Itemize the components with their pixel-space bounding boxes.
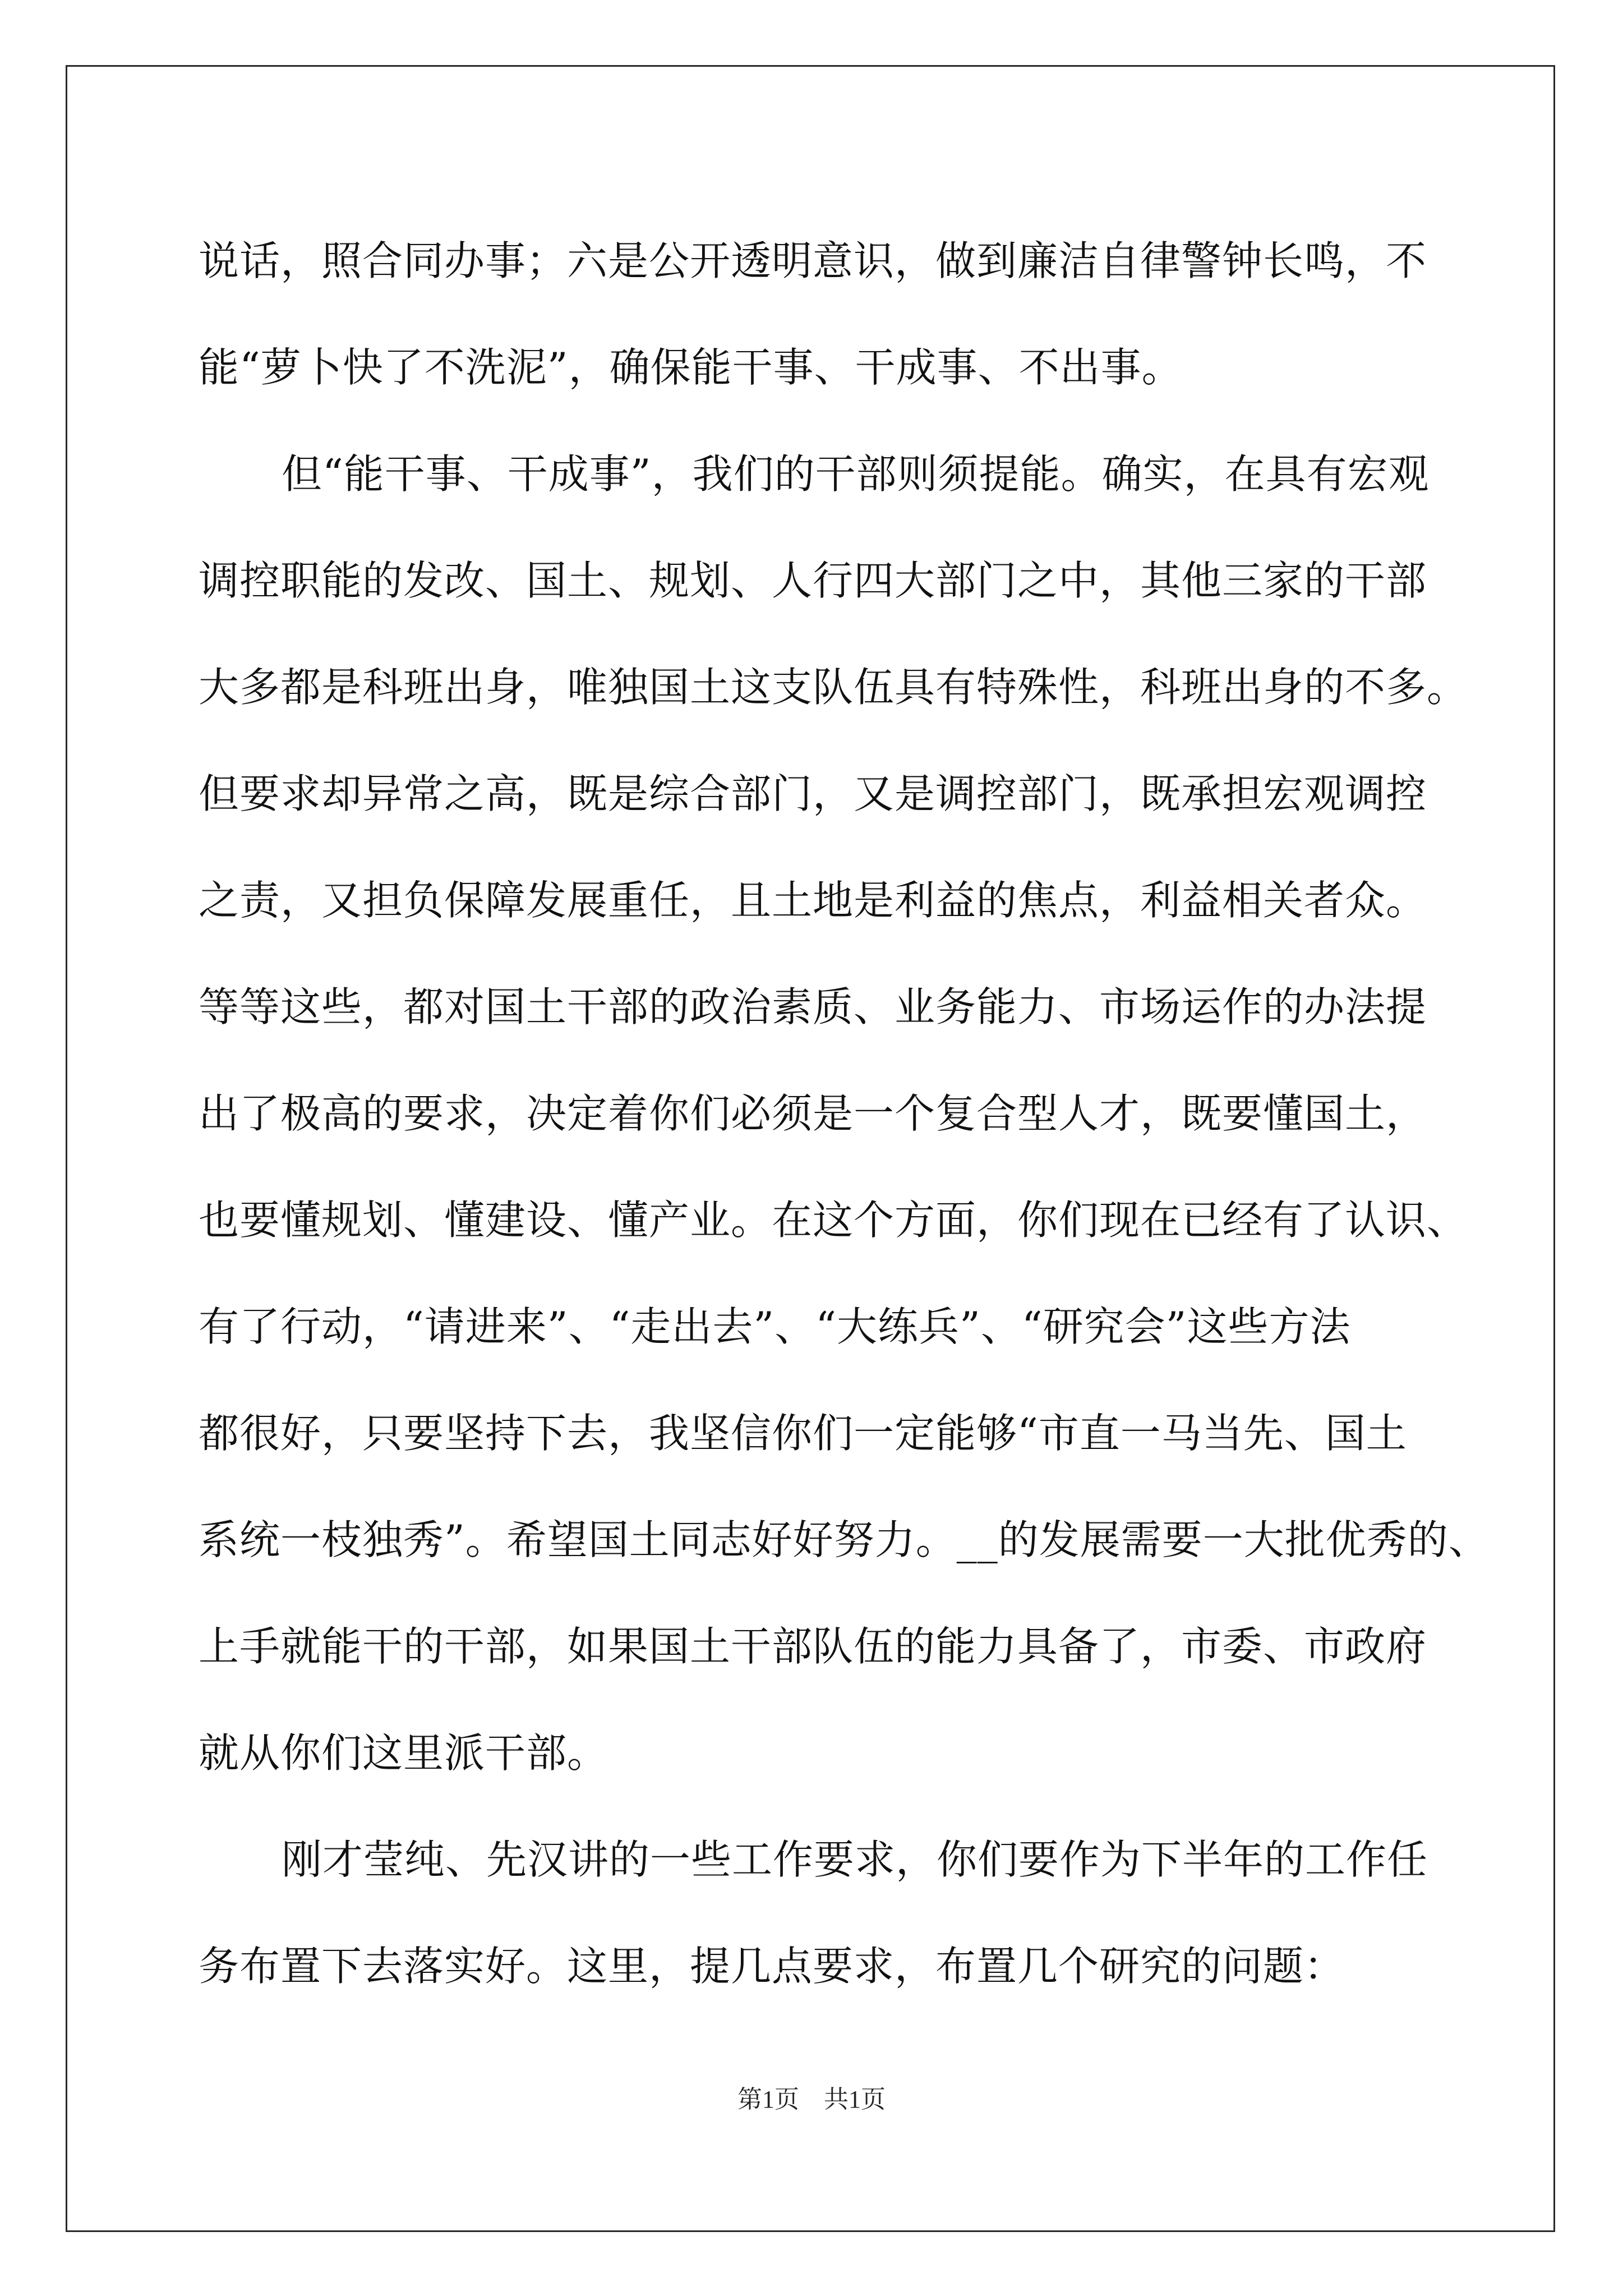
text-line: 大多都是科班出身，唯独国土这支队伍具有特殊性，科班出身的不多。 [199, 664, 1468, 711]
text-line: 但要求却异常之高，既是综合部门，又是调控部门，既承担宏观调控 [199, 770, 1427, 817]
text-line: 上手就能干的干部，如果国土干部队伍的能力具备了，市委、市政府 [199, 1623, 1427, 1670]
text-line: 调控职能的发改、国土、规划、人行四大部门之中，其他三家的干部 [199, 557, 1427, 604]
text-line: 就从你们这里派干部。 [199, 1729, 608, 1777]
text-line: 出了极高的要求，决定着你们必须是一个复合型人才，既要懂国土， [199, 1090, 1427, 1137]
page-footer: 第1页 共1页 [737, 2086, 886, 2113]
text-line: 都很好，只要坚持下去，我坚信你们一定能够“市直一马当先、国土 [199, 1410, 1407, 1457]
text-line: 之责，又担负保障发展重任，且土地是利益的焦点，利益相关者众。 [199, 877, 1427, 924]
text-line: 能“萝卜快了不洗泥”，确保能干事、干成事、不出事。 [199, 344, 1183, 391]
text-line: 说话，照合同办事；六是公开透明意识，做到廉洁自律警钟长鸣，不 [199, 237, 1427, 284]
paragraph-start-line: 刚才莹纯、先汉讲的一些工作要求，你们要作为下半年的工作任 [282, 1836, 1428, 1883]
text-line: 系统一枝独秀”。希望国土同志好好努力。__的发展需要一大批优秀的、 [199, 1516, 1490, 1563]
text-line: 等等这些，都对国土干部的政治素质、业务能力、市场运作的办法提 [199, 983, 1427, 1030]
document-body [199, 208, 1490, 2019]
text-line: 务布置下去落实好。这里，提几点要求，布置几个研究的问题： [199, 1943, 1345, 1990]
text-line: 也要懂规划、懂建设、懂产业。在这个方面，你们现在已经有了认识、 [199, 1197, 1468, 1244]
text-line: 有了行动，“请进来”、“走出去”、“大练兵”、“研究会”这些方法 [199, 1303, 1351, 1350]
paragraph-start-line: 但“能干事、干成事”，我们的干部则须提能。确实，在具有宏观 [282, 450, 1430, 498]
